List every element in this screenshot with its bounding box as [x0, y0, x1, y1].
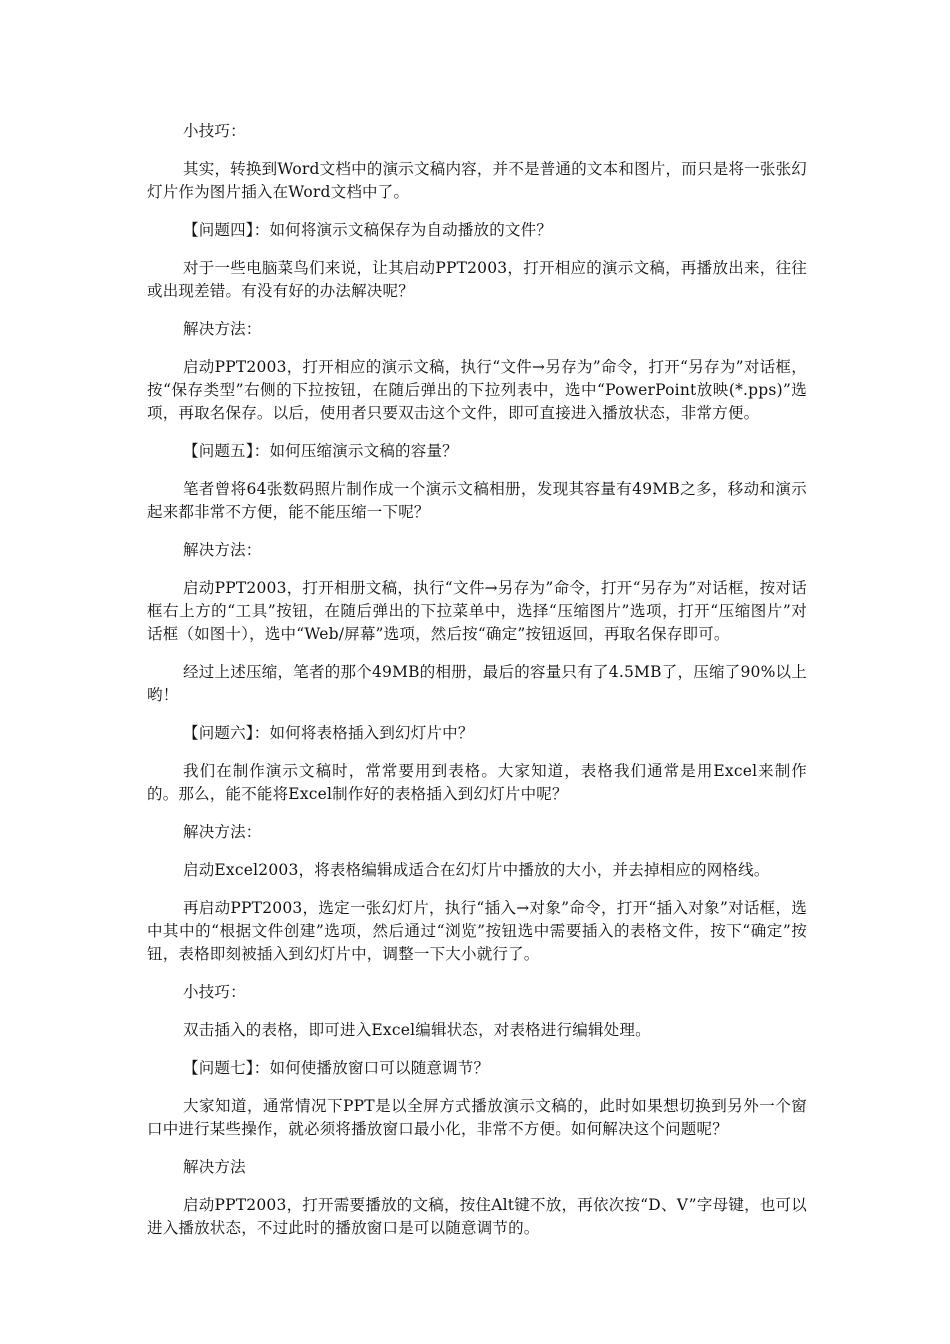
question-5-description: 笔者曾将64张数码照片制作成一个演示文稿相册，发现其容量有49MB之多，移动和演示起来都非常不方便，能不能压缩一下呢？ [147, 480, 807, 521]
document-page [147, 120, 807, 1255]
question-4-solution: 启动PPT2003，打开相应的演示文稿，执行“文件→另存为”命令，打开“另存为”对话框，按“保存类型”右侧的下拉按钮，在随后弹出的下拉列表中，选中“PowerPoint放映(*.pps)”选项，再取名保存。以后，使用者只要双击这个文件，即可直接进入播放状态，非常方便。 [147, 358, 807, 422]
question-6-description: 我们在制作演示文稿时，常常要用到表格。大家知道，表格我们通常是用Excel来制作的。那么，能不能将Excel制作好的表格插入到幻灯片中呢？ [147, 762, 807, 803]
question-6-solution-step-2: 再启动PPT2003，选定一张幻灯片，执行“插入→对象”命令，打开“插入对象”对话框，选中其中的“根据文件创建”选项，然后通过“浏览”按钮选中需要插入的表格文件，按下“确定”按钮，表格即刻被插入到幻灯片中，调整一下大小就行了。 [147, 899, 807, 963]
question-7-solution: 启动PPT2003，打开需要播放的文稿，按住Alt键不放，再依次按“D、V”字母键，也可以进入播放状态，不过此时的播放窗口是可以随意调节的。 [147, 1196, 807, 1237]
question-6-heading: 【问题六】：如何将表格插入到幻灯片中？ [183, 724, 474, 742]
question-7-heading: 【问题七】：如何使播放窗口可以随意调节？ [183, 1059, 490, 1077]
question-5-result: 经过上述压缩，笔者的那个49MB的相册，最后的容量只有了4.5MB了，压缩了90%以上哟！ [147, 663, 807, 704]
solution-label: 解决方法： [183, 320, 262, 338]
solution-label: 解决方法： [183, 823, 262, 841]
question-5-solution: 启动PPT2003，打开相册文稿，执行“文件→另存为”命令，打开“另存为”对话框，按对话框右上方的“工具”按钮，在随后弹出的下拉菜单中，选择“压缩图片”选项，打开“压缩图片”对话框（如图十），选中“Web/屏幕”选项，然后按“确定”按钮返回，再取名保存即可。 [147, 579, 807, 643]
tip-label: 小技巧： [183, 983, 246, 1001]
tip-paragraph: 双击插入的表格，即可进入Excel编辑状态，对表格进行编辑处理。 [183, 1021, 651, 1039]
question-4-description: 对于一些电脑菜鸟们来说，让其启动PPT2003，打开相应的演示文稿，再播放出来，往往或出现差错。有没有好的办法解决呢？ [147, 259, 807, 300]
solution-label: 解决方法 [183, 1158, 246, 1176]
solution-label: 解决方法： [183, 541, 262, 559]
question-6-solution-step-1: 启动Excel2003，将表格编辑成适合在幻灯片中播放的大小，并去掉相应的网格线。 [183, 861, 770, 879]
tip-paragraph: 其实，转换到Word文档中的演示文稿内容，并不是普通的文本和图片，而只是将一张张幻灯片作为图片插入在Word文档中了。 [147, 160, 807, 201]
question-5-heading: 【问题五】：如何压缩演示文稿的容量？ [183, 442, 458, 460]
tip-label: 小技巧： [183, 122, 246, 140]
question-7-description: 大家知道，通常情况下PPT是以全屏方式播放演示文稿的，此时如果想切换到另外一个窗口中进行某些操作，就必须将播放窗口最小化，非常不方便。如何解决这个问题呢？ [147, 1097, 807, 1138]
question-4-heading: 【问题四】：如何将演示文稿保存为自动播放的文件？ [183, 221, 553, 239]
